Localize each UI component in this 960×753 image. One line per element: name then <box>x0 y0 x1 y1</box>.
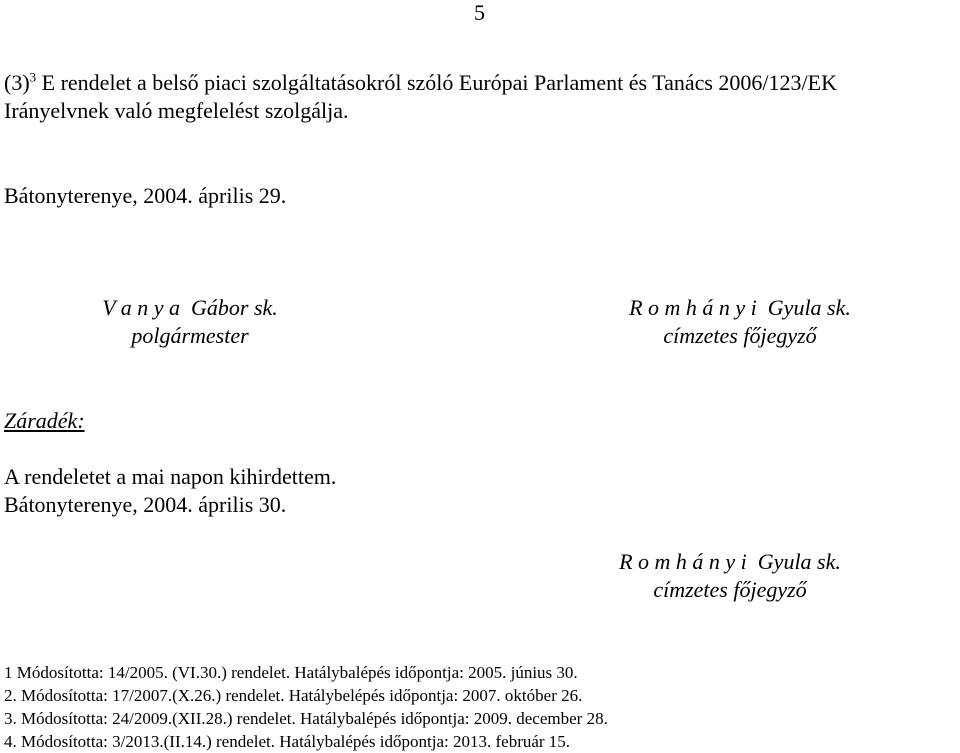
footnote-2: 2. Módosította: 17/2007.(X.26.) rendelet. Hatálybelépés időpontja: 2007. október 26. <box>4 686 583 705</box>
paragraph-3-line-2: Irányelvnek való megfelelést szolgálja. <box>4 98 349 123</box>
page-number: 5 <box>474 0 485 25</box>
footnote-4: 4. Módosította: 3/2013.(II.14.) rendelet. Hatálybalépés időpontja: 2013. február 15. <box>4 732 571 751</box>
place-date: Bátonyterenye, 2004. április 29. <box>4 183 287 208</box>
footnote-1: 1 Módosította: 14/2005. (VI.30.) rendelet. Hatálybalépés időpontja: 2005. június 30. <box>4 663 578 682</box>
zaradek-line-1: A rendeletet a mai napon kihirdettem. <box>4 464 337 489</box>
zaradek-heading: Záradék: <box>4 408 85 433</box>
footnote-3: 3. Módosította: 24/2009.(XII.28.) rendelet. Hatálybalépés időpontja: 2009. december 28. <box>4 709 608 728</box>
notary-title: címzetes főjegyző <box>663 323 817 348</box>
zaradek-signature-title: címzetes főjegyző <box>653 577 807 602</box>
zaradek-line-2: Bátonyterenye, 2004. április 30. <box>4 492 287 517</box>
zaradek-signature-name: R o m h á n y i Gyula sk. <box>619 549 841 574</box>
notary-name: R o m h á n y i Gyula sk. <box>629 295 851 320</box>
paragraph-3-line-1 <box>4 70 837 96</box>
footnote-marker: 3 <box>29 69 37 85</box>
paragraph-number: (3) <box>4 70 30 95</box>
mayor-name: V a n y a Gábor sk. <box>102 295 278 320</box>
mayor-title: polgármester <box>131 323 249 348</box>
paragraph-text: E rendelet a belső piaci szolgáltatásokról szóló Európai Parlament és Tanács 2006/123/EK <box>36 70 837 95</box>
